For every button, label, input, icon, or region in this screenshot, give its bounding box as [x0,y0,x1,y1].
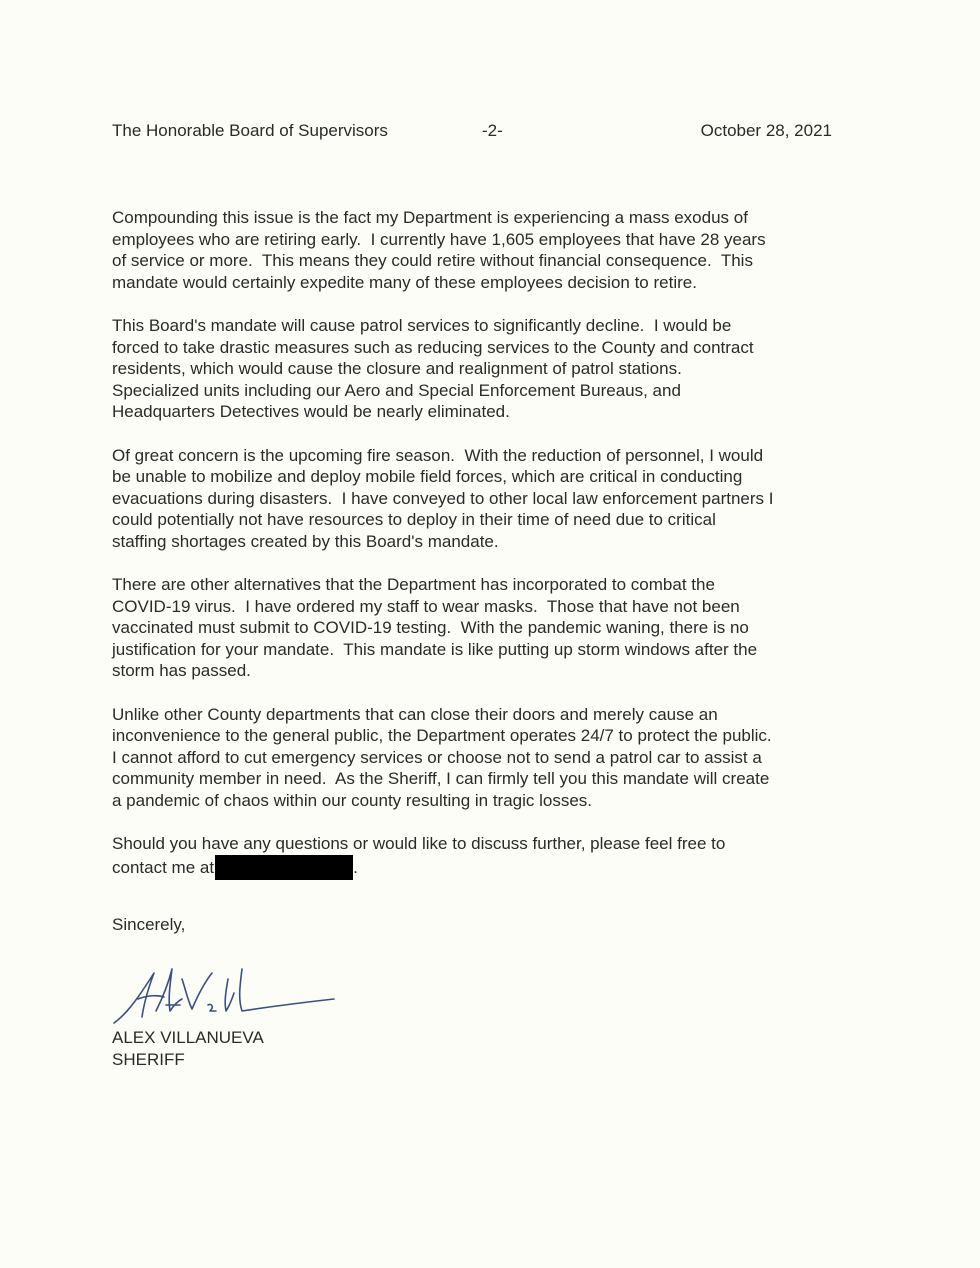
text-line: There are other alternatives that the Department has incorporated to combat the [112,575,715,595]
page-number: -2- [482,121,503,140]
paragraph-alternatives [112,574,872,682]
letter-header [112,121,832,143]
text-line: This Board's mandate will cause patrol services to significantly decline. I would be [112,315,732,335]
paragraph-contact [112,833,872,880]
signature-stroke [138,996,164,999]
text-line: Unlike other County departments that can close their doors and merely cause an [112,704,718,724]
text-line: be unable to mobilize and deploy mobile field forces, which are critical in conducting [112,467,743,487]
text-line: community member in need. As the Sheriff, I can firmly tell you this mandate will create [112,769,770,789]
signature-stroke [225,979,234,1011]
signature-stroke [240,969,334,1011]
redaction-bar [215,855,353,880]
signature-stroke [114,973,154,1023]
text-line: employees who are retiring early. I currently have 1,605 employees that have 28 years [112,229,766,249]
text-line: I cannot afford to cut emergency services or choose not to send a patrol car to assist a [112,747,762,767]
text-line: Compounding this issue is the fact my Department is experiencing a mass exodus of [112,208,748,227]
text-line: inconvenience to the general public, the Department operates 24/7 to protect the public. [112,726,772,746]
recipient-heading: The Honorable Board of Supervisors [112,121,388,140]
signature-stroke [182,973,212,1009]
text-line: residents, which would cause the closure and realignment of patrol stations. [112,359,682,379]
text-line: storm has passed. [112,661,251,681]
text-line: Specialized units including our Aero and Special Enforcement Bureaus, and [112,380,681,400]
signer-name: ALEX VILLANUEVA [112,1028,264,1047]
contact-prefix: contact me at [112,857,215,877]
text-line: a pandemic of chaos within our county resulting in tragic losses. [112,791,593,811]
text-line: vaccinated must submit to COVID-19 testing. With the pandemic waning, there is no [112,618,749,638]
letter-date: October 28, 2021 [700,121,832,140]
paragraph-fire-season [112,445,872,553]
text-line: COVID-19 virus. I have ordered my staff to wear masks. Those that have not been [112,596,740,616]
handwritten-signature [108,955,348,1035]
text-line: forced to take drastic measures such as reducing services to the County and contract [112,337,754,357]
contact-suffix: . [353,857,358,877]
signer-title: SHERIFF [112,1049,185,1069]
signer-block [112,1027,264,1070]
text-line: staffing shortages created by this Board's mandate. [112,531,499,551]
text-line: Should you have any questions or would like to discuss further, please feel free to [112,834,726,854]
paragraph-emergency-services [112,704,872,812]
text-line: mandate would certainly expedite many of these employees decision to retire. [112,272,697,292]
text-line: justification for your mandate. This mandate is like putting up storm windows after the [112,639,758,659]
signature-stroke [208,1004,216,1011]
closing-salutation: Sincerely, [112,915,186,934]
text-line: of service or more. This means they could retire without financial consequence. This [112,251,753,271]
paragraph-patrol [112,315,872,423]
paragraph-exodus [112,207,872,293]
text-line: could potentially not have resources to deploy in their time of need due to critical [112,510,716,530]
text-line [112,855,872,880]
text-line: evacuations during disasters. I have conveyed to other local law enforcement partners I [112,488,774,508]
text-line: Of great concern is the upcoming fire season. With the reduction of personnel, I would [112,445,764,465]
letter-body [112,207,872,901]
text-line: Headquarters Detectives would be nearly eliminated. [112,402,510,422]
